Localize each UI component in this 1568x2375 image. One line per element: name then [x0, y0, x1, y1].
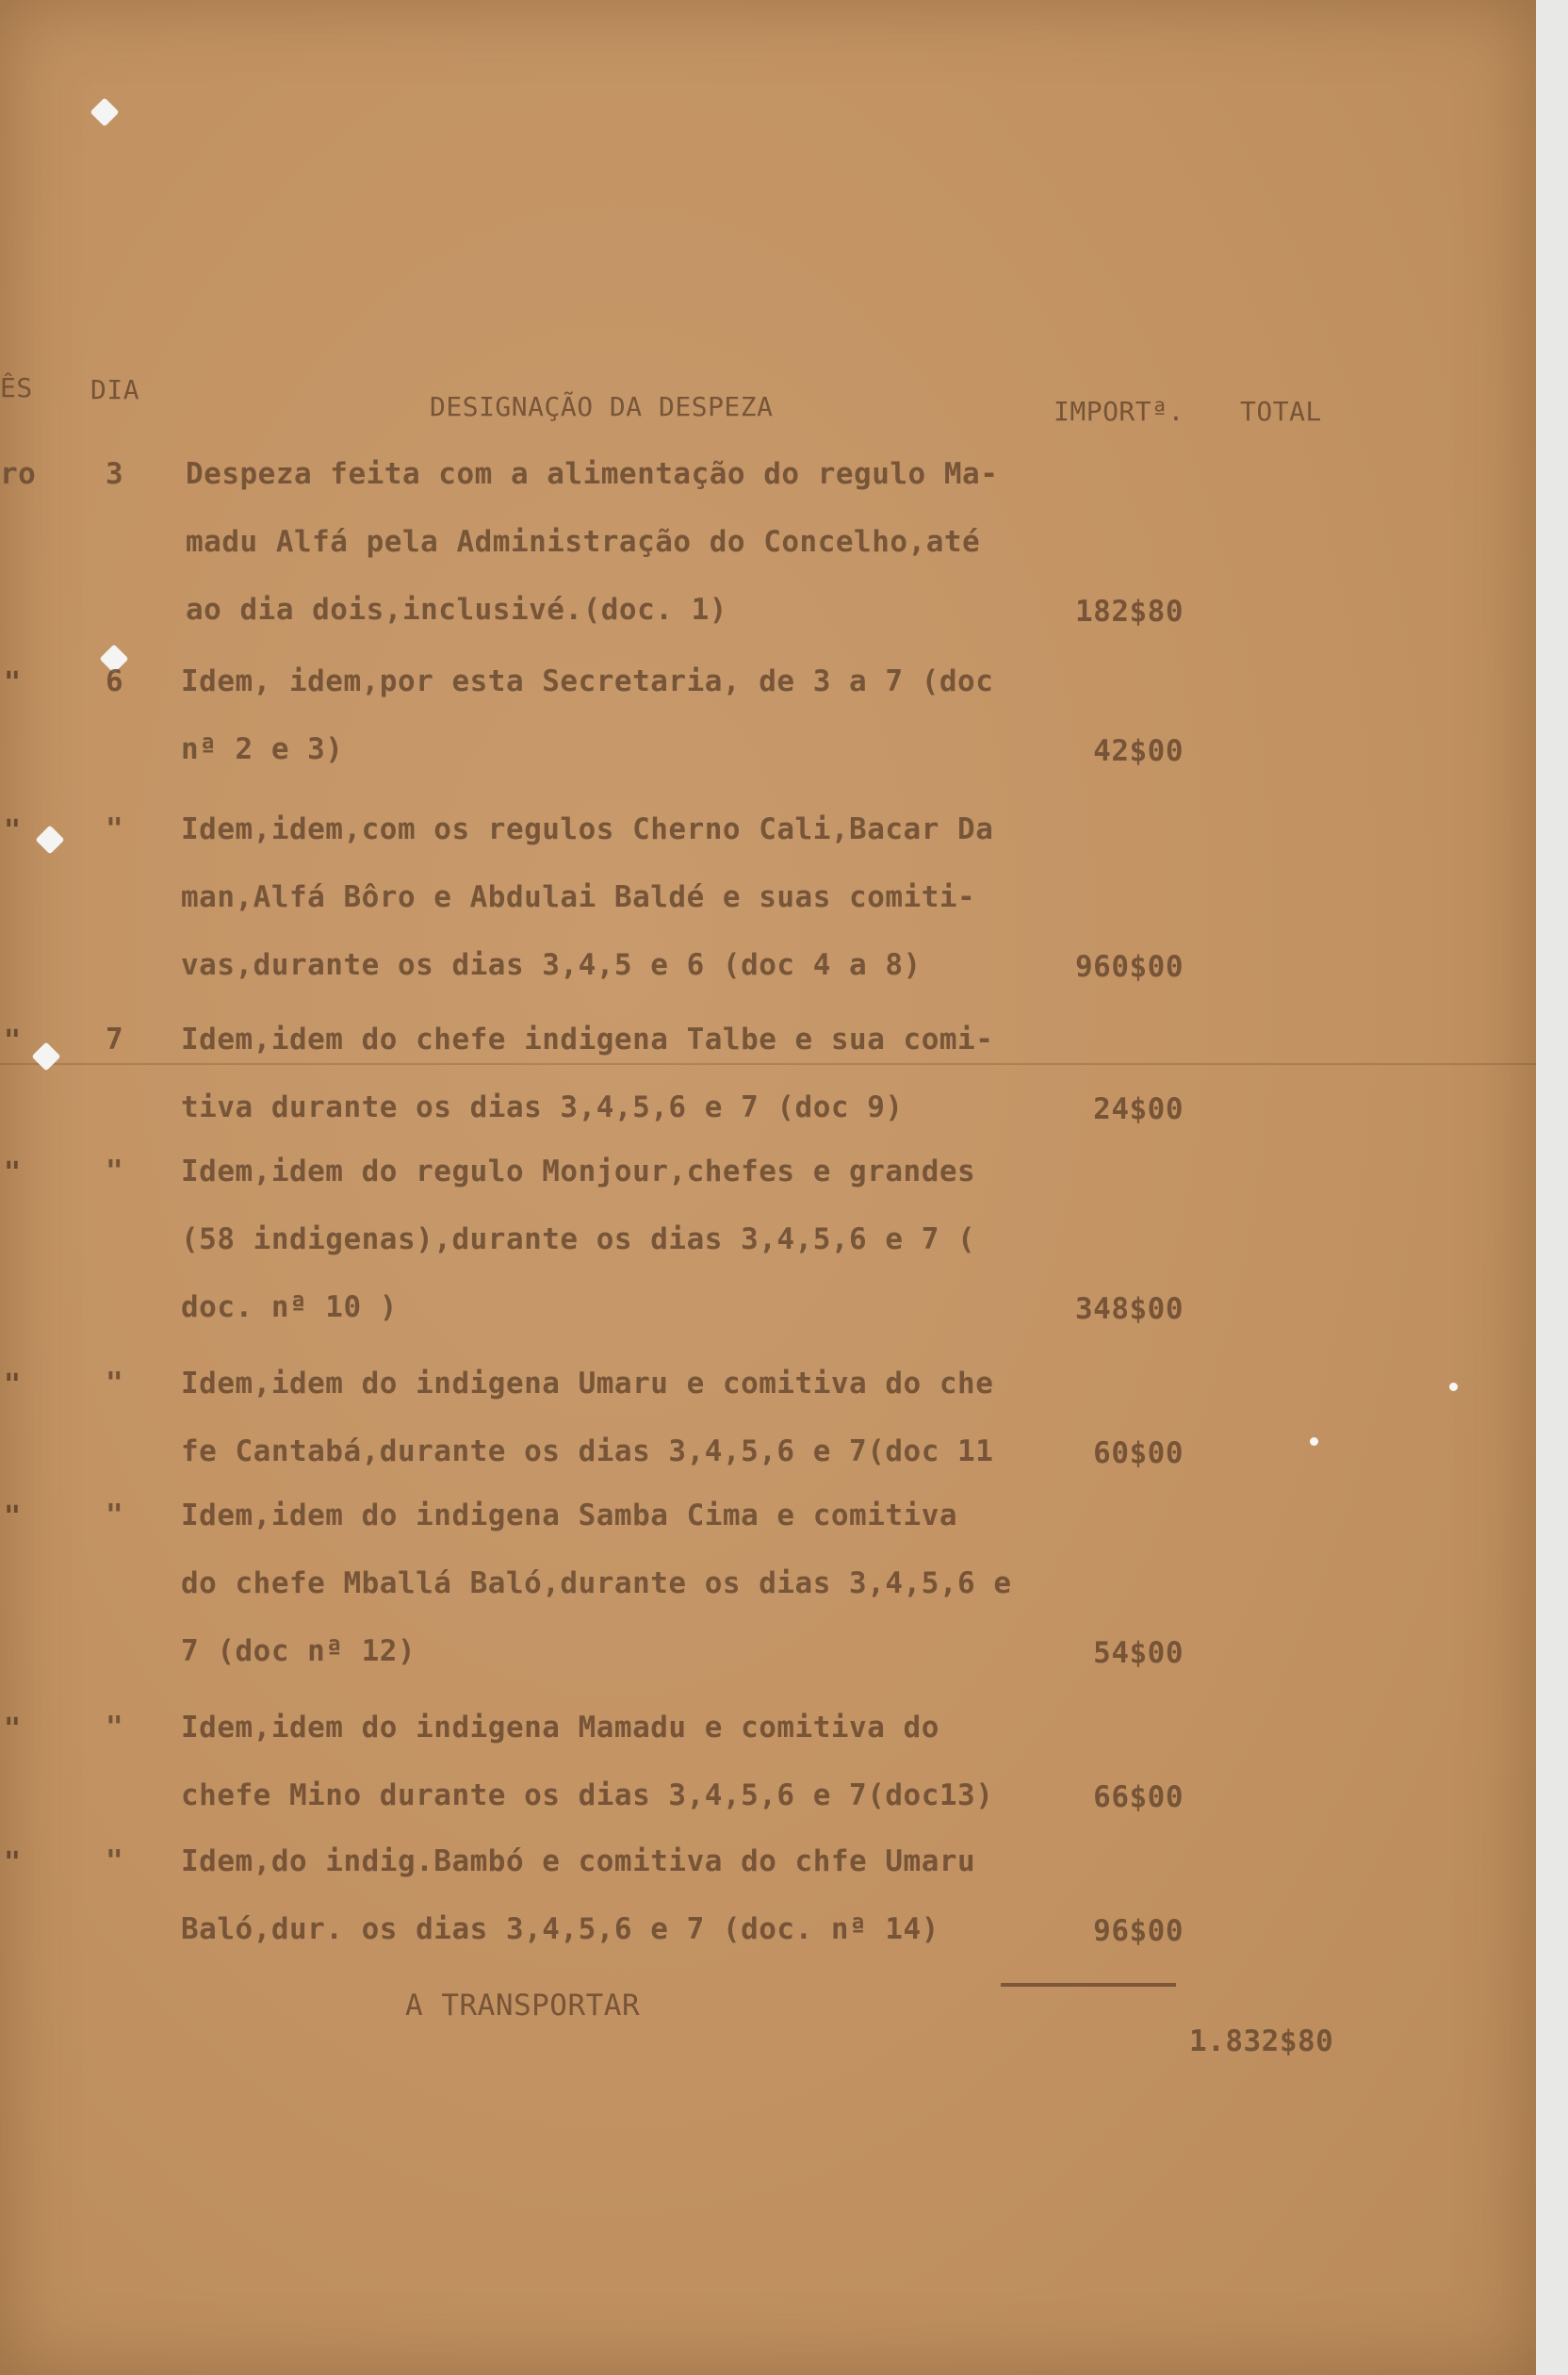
margin-ditto-mark: " [4, 814, 22, 847]
entry-description-line: nª 2 e 3) [181, 732, 344, 766]
entry-importancia: 60$00 [1093, 1436, 1184, 1470]
entry-dia: " [106, 812, 124, 846]
entry-importancia: 54$00 [1093, 1636, 1184, 1670]
entry-description-line: Baló,dur. os dias 3,4,5,6 e 7 (doc. nª 14) [181, 1912, 939, 1946]
margin-ditto-mark: " [4, 1712, 22, 1745]
entry-description-line: (58 indigenas),durante os dias 3,4,5,6 e 7 ( [181, 1222, 976, 1256]
entry-description-line: doc. nª 10 ) [181, 1290, 398, 1324]
entry-description-line: ao dia dois,inclusivé.(doc. 1) [186, 593, 727, 627]
paper-speck [1449, 1383, 1458, 1391]
entry-importancia: 960$00 [1075, 950, 1184, 984]
sum-rule [1001, 1983, 1176, 1987]
margin-ditto-mark: " [4, 1024, 22, 1057]
entry-description-line: man,Alfá Bôro e Abdulai Baldé e suas comiti- [181, 880, 976, 914]
entry-importancia: 182$80 [1075, 595, 1184, 629]
entry-importancia: 42$00 [1093, 734, 1184, 768]
entry-description-line: Idem,idem do indigena Umaru e comitiva do che [181, 1367, 994, 1400]
entry-dia: " [106, 1499, 124, 1532]
margin-ditto-mark: " [4, 1156, 22, 1189]
margin-ditto-mark: " [4, 1500, 22, 1533]
header-total: TOTAL [1240, 396, 1322, 427]
header-designacao: DESIGNAÇÃO DA DESPEZA [430, 391, 774, 422]
margin-ditto-mark: " [4, 666, 22, 699]
entry-dia: " [106, 1711, 124, 1744]
entry-dia: 3 [106, 457, 124, 491]
entry-description-line: Idem, idem,por esta Secretaria, de 3 a 7 (doc [181, 664, 994, 698]
entry-description-line: do chefe Mballá Baló,durante os dias 3,4,5,6 e [181, 1566, 1012, 1600]
paper-fold [0, 1063, 1536, 1065]
punch-hole [35, 825, 64, 854]
entry-importancia: 348$00 [1075, 1292, 1184, 1326]
grand-total: 1.832$80 [1189, 2024, 1334, 2058]
entry-importancia: 96$00 [1093, 1914, 1184, 1948]
entry-dia: " [106, 1844, 124, 1878]
entry-description-line: Idem,idem do chefe indigena Talbe e sua comi- [181, 1023, 994, 1056]
entry-description-line: Idem,idem do indigena Mamadu e comitiva do [181, 1711, 939, 1744]
punch-hole [90, 97, 119, 126]
entry-description-line: 7 (doc nª 12) [181, 1634, 416, 1668]
entry-dia: " [106, 1155, 124, 1188]
margin-month-partial: ro [0, 457, 37, 491]
header-importancia: IMPORTª. [1054, 396, 1184, 427]
entry-importancia: 24$00 [1093, 1092, 1184, 1126]
entry-description-line: tiva durante os dias 3,4,5,6 e 7 (doc 9) [181, 1090, 904, 1124]
entry-description-line: madu Alfá pela Administração do Concelho,até [186, 525, 981, 559]
paper-speck [1310, 1437, 1318, 1446]
entry-description-line: Idem,idem,com os regulos Cherno Cali,Bacar Da [181, 812, 994, 846]
entry-importancia: 66$00 [1093, 1780, 1184, 1814]
entry-description-line: Idem,idem do regulo Monjour,chefes e grandes [181, 1155, 976, 1188]
entry-dia: 7 [106, 1023, 124, 1056]
header-dia: DIA [90, 374, 140, 405]
margin-ditto-mark: " [4, 1846, 22, 1879]
header-month-partial: ÊS [0, 372, 33, 403]
margin-ditto-mark: " [4, 1368, 22, 1401]
entry-description-line: Despeza feita com a alimentação do regulo Ma- [186, 457, 999, 491]
entry-description-line: chefe Mino durante os dias 3,4,5,6 e 7(doc13) [181, 1778, 994, 1812]
entry-dia: 6 [106, 664, 124, 698]
entry-description-line: Idem,idem do indigena Samba Cima e comitiva [181, 1499, 958, 1532]
entry-description-line: fe Cantabá,durante os dias 3,4,5,6 e 7(doc 11 [181, 1434, 994, 1468]
transport-label: A TRANSPORTAR [405, 1989, 641, 2023]
entry-dia: " [106, 1367, 124, 1400]
punch-hole [31, 1041, 60, 1071]
entry-description-line: vas,durante os dias 3,4,5 e 6 (doc 4 a 8) [181, 948, 922, 982]
entry-description-line: Idem,do indig.Bambó e comitiva do chfe Umaru [181, 1844, 976, 1878]
